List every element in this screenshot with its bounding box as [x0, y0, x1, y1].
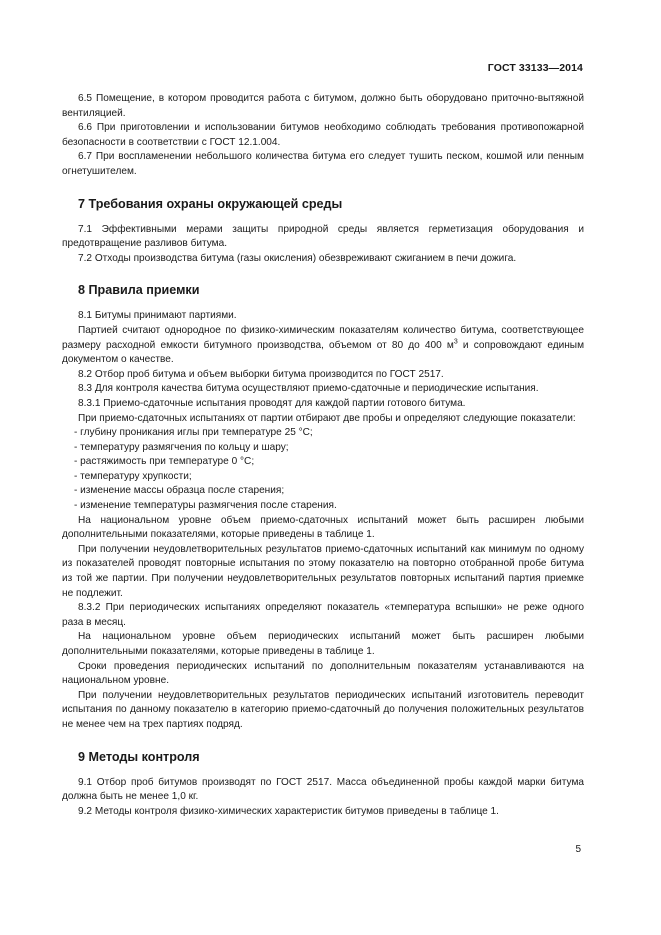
- list-item: - изменение массы образца после старения;: [74, 485, 285, 497]
- paragraph-retest: При получении неудовлетворительных результатов приемо-сдаточных испытаний как минимум по одному из показателей проводят повторные испытания по этому показателю на повторно отобранной пробе битума из той же партии. При получении неудовлетворительных результатов повторных испытаний партия приемке не подлежит.: [62, 543, 584, 599]
- paragraph-national-acceptance: На национальном уровне объем приемо-сдаточных испытаний может быть расширен любыми дополнительными показателями, которые приведены в таблице 1.: [62, 514, 584, 541]
- paragraph-7-1: 7.1 Эффективными мерами защиты природной среды является герметизация оборудования и предотвращение разливов битума.: [62, 223, 584, 250]
- paragraph-9-1: 9.1 Отбор проб битумов производят по ГОСТ 2517. Масса объединенной пробы каждой марки битума должна быть не менее 1,0 кг.: [62, 776, 584, 803]
- paragraph-8-3-2: 8.3.2 При периодических испытаниях определяют показатель «температура вспышки» не реже одного раза в месяц.: [62, 602, 584, 628]
- list-item: - температуру хрупкости;: [74, 470, 192, 482]
- section-8-heading: 8 Правила приемки: [78, 283, 200, 298]
- paragraph-7-2: 7.2 Отходы производства битума (газы окисления) обезвреживают сжиганием в печи дожига.: [78, 252, 517, 264]
- paragraph-8-1: 8.1 Битумы принимают партиями.: [78, 310, 237, 322]
- paragraph-6-7: 6.7 При воспламенении небольшого количества битума его следует тушить песком, кошмой или пенным огнетушителем.: [62, 151, 584, 177]
- paragraph-9-2: 9.2 Методы контроля физико-химических характеристик битумов приведены в таблице 1.: [78, 805, 499, 817]
- page-content: [62, 92, 584, 819]
- paragraph-national-periodic: На национальном уровне объем периодических испытаний может быть расширен любыми дополнительными показателями, которые приведены в таблице 1.: [62, 631, 584, 657]
- paragraph-6-6: 6.6 При приготовлении и использовании битумов необходимо соблюдать требования противопожарной безопасности в соответствии с ГОСТ 12.1.004.: [62, 122, 584, 148]
- lot-text-end: и сопровождают единым документом о качестве.: [62, 339, 585, 366]
- document-id-header: ГОСТ 33133—2014: [487, 62, 583, 74]
- list-item: - изменение температуры размягчения после старения.: [74, 500, 337, 512]
- section-9-heading: 9 Методы контроля: [78, 749, 200, 764]
- list-item: - глубину проникания иглы при температуре 25 °С;: [74, 427, 313, 439]
- paragraph-8-2: 8.2 Отбор проб битума и объем выборки битума производится по ГОСТ 2517.: [78, 368, 444, 380]
- paragraph-periodic-failure: При получении неудовлетворительных результатов периодических испытаний изготовитель переводит испытания по данному показателю в категорию приемо-сдаточный до получения положительных результатов не менее чем на трех партиях подряд.: [62, 689, 584, 730]
- list-item: - растяжимость при температуре 0 °С;: [74, 456, 255, 468]
- cubic-superscript: 3: [453, 338, 458, 346]
- paragraph-8-3-1: 8.3.1 Приемо-сдаточные испытания проводят для каждой партии готового битума.: [78, 397, 466, 409]
- paragraph-8-3-1-samples: При приемо-сдаточных испытаниях от партии отбирают две пробы и определяют следующие показатели:: [78, 412, 576, 424]
- paragraph-8-1-lot: [62, 324, 584, 368]
- page-number: 5: [575, 844, 581, 855]
- lot-text-start: Партией считают однородное по физико-химическим показателям количество битума, соответствующее размеру расходной емкости битумного производства, объемом от 80 до 400 м: [62, 324, 584, 351]
- paragraph-8-3: 8.3 Для контроля качества битума осуществляют приемо-сдаточные и периодические испытания.: [78, 383, 539, 395]
- list-item: - температуру размягчения по кольцу и шару;: [74, 441, 289, 453]
- paragraph-periodic-terms: Сроки проведения периодических испытаний по дополнительным показателям устанавливаются на национальном уровне.: [62, 660, 584, 687]
- section-7-heading: 7 Требования охраны окружающей среды: [78, 196, 343, 211]
- paragraph-6-5: 6.5 Помещение, в котором проводится работа с битумом, должно быть оборудовано приточно-вытяжной вентиляцией.: [62, 93, 584, 119]
